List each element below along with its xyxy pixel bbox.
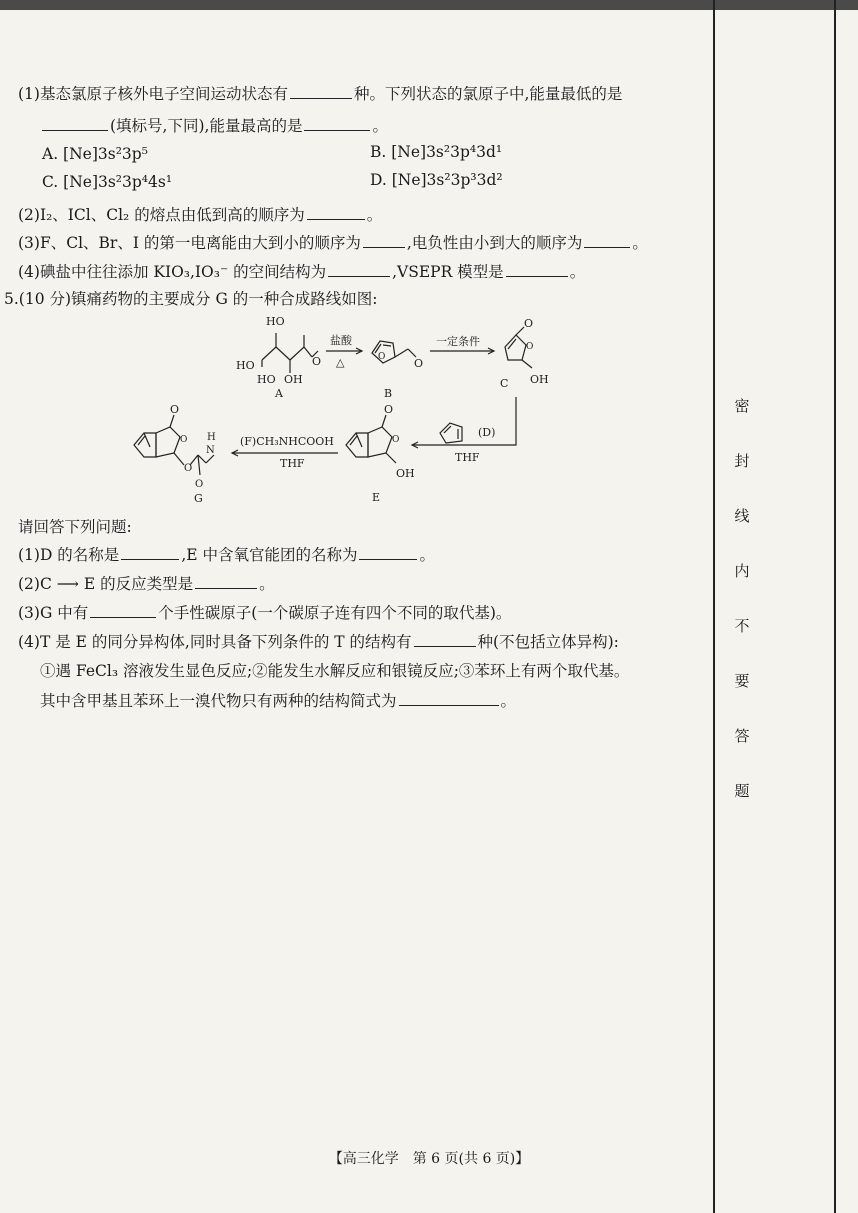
seal-line-left <box>713 0 715 1213</box>
q14-p4-text-a: (4)碘盐中往往添加 KIO₃,IO₃⁻ 的空间结构为 <box>18 263 327 281</box>
seal-char: 答 <box>734 727 750 745</box>
option-d: D. [Ne]3s²3p³3d² <box>370 171 503 189</box>
reaction-arrow-1 <box>326 333 362 369</box>
atom-label: O <box>524 317 534 330</box>
seal-notice <box>730 395 754 835</box>
q14-p2-text: (2)I₂、ICl、Cl₂ 的熔点由低到高的顺序为 <box>18 206 305 224</box>
q15-part3 <box>18 601 511 623</box>
answer-blank[interactable] <box>414 632 476 647</box>
atom-label: O <box>170 403 180 416</box>
compound-label-g: G <box>194 492 203 505</box>
q14-part2 <box>18 203 382 225</box>
q14-part1-line2 <box>40 114 388 136</box>
seal-char: 线 <box>734 507 750 525</box>
q14-p4-text-b: ,VSEPR 模型是 <box>392 263 504 281</box>
period: 。 <box>632 234 648 252</box>
atom-label: O <box>195 479 204 490</box>
q15-p4-text-b: 种(不包括立体异构): <box>477 633 619 651</box>
atom-label: N <box>206 445 215 456</box>
seal-char: 不 <box>734 617 750 635</box>
atom-label: HO <box>266 315 285 328</box>
period: 。 <box>500 692 517 710</box>
seal-char: 封 <box>734 452 750 470</box>
answer-blank[interactable] <box>195 574 257 589</box>
molecule-e <box>346 403 415 504</box>
period: 。 <box>259 575 275 593</box>
atom-label: O <box>312 355 322 368</box>
atom-label: O <box>392 435 400 445</box>
molecule-b <box>372 341 423 400</box>
atom-label: O <box>184 463 193 474</box>
q14-p3-text-a: (3)F、Cl、Br、I 的第一电离能由大到小的顺序为 <box>18 234 361 252</box>
answer-blank[interactable] <box>399 691 499 706</box>
q15-p3-text-b: 个手性碳原子(一个碳原子连有四个不同的取代基)。 <box>158 604 512 622</box>
atom-label: OH <box>530 373 549 386</box>
answer-blank[interactable] <box>307 205 365 220</box>
atom-label: HO <box>236 359 255 372</box>
q15-p1-text-a: (1)D 的名称是 <box>18 546 120 564</box>
q15-p3-text-a: (3)G 中有 <box>18 604 89 622</box>
page-footer: 【高三化学 第 6 页(共 6 页)】 <box>328 1151 530 1167</box>
answer-blank[interactable] <box>584 233 630 248</box>
q15-p4-text-a: (4)T 是 E 的同分异构体,同时具备下列条件的 T 的结构有 <box>18 633 412 651</box>
seal-char: 题 <box>734 782 750 800</box>
period: 。 <box>419 546 435 564</box>
q14-p1-text-a: (1)基态氯原子核外电子空间运动状态有 <box>18 85 288 103</box>
seal-char: 要 <box>734 672 750 690</box>
atom-label: OH <box>396 467 415 480</box>
atom-label: O <box>414 357 424 370</box>
molecule-c <box>500 317 549 390</box>
atom-label: OH <box>284 373 303 386</box>
option-a: A. [Ne]3s²3p⁵ <box>42 145 148 163</box>
reagent-f-label: (F)CH₃NHCOOH <box>240 435 334 448</box>
answer-blank[interactable] <box>42 116 108 131</box>
q14-p1-text-d: 。 <box>372 117 388 135</box>
solvent-label: THF <box>280 457 305 470</box>
q15-p2-text: (2)C ⟶ E 的反应类型是 <box>18 575 194 593</box>
answer-blank[interactable] <box>359 545 417 560</box>
arrow1-condition: △ <box>336 356 345 369</box>
compound-label-a: A <box>275 387 283 400</box>
atom-label: O <box>384 403 394 416</box>
q14-part3 <box>18 231 648 253</box>
q15-p4-text-d: 其中含甲基且苯环上一溴代物只有两种的结构简式为 <box>40 692 397 710</box>
answer-blank[interactable] <box>506 262 568 277</box>
molecule-g <box>134 403 216 505</box>
answer-blank[interactable] <box>363 233 405 248</box>
seal-line-right <box>834 0 836 1213</box>
compound-label-e: E <box>372 491 381 504</box>
atom-label: H <box>207 432 216 443</box>
molecule-a <box>236 315 321 400</box>
atom-label: O <box>378 352 386 362</box>
q15-part1 <box>18 543 435 565</box>
atom-label: O <box>180 435 188 445</box>
answer-blank[interactable] <box>328 262 390 277</box>
solvent-label: THF <box>455 451 480 464</box>
period: 。 <box>366 206 383 224</box>
compound-label-c: C <box>500 377 509 390</box>
q15-intro: 请回答下列问题: <box>18 518 132 536</box>
reaction-arrow-2 <box>430 334 494 354</box>
q14-p1-text-b: 种。下列状态的氯原子中,能量最低的是 <box>353 85 623 103</box>
option-b: B. [Ne]3s²3p⁴3d¹ <box>370 143 503 161</box>
q15-header: 5.(10 分)镇痛药物的主要成分 G 的一种合成路线如图: <box>4 290 378 308</box>
reaction-arrow-3 <box>412 397 516 464</box>
arrow2-condition: 一定条件 <box>436 335 480 348</box>
atom-label: O <box>526 342 534 352</box>
q15-part4-line2: ①遇 FeCl₃ 溶液发生显色反应;②能发生水解反应和银镜反应;③苯环上有两个取代基。 <box>40 662 630 680</box>
q15-part4-line1 <box>18 630 619 652</box>
reaction-arrow-4 <box>232 435 338 470</box>
answer-blank[interactable] <box>90 603 156 618</box>
seal-char: 内 <box>734 562 750 580</box>
arrow1-reagent: 盐酸 <box>330 334 352 347</box>
q14-part1-line1 <box>18 82 622 104</box>
atom-label: HO <box>257 373 276 386</box>
q15-p1-text-b: ,E 中含氧官能团的名称为 <box>181 546 358 564</box>
q14-part4 <box>18 260 585 282</box>
q15-part4-line3 <box>40 689 516 711</box>
q15-part2 <box>18 572 275 594</box>
seal-char: 密 <box>734 397 750 415</box>
answer-blank[interactable] <box>121 545 179 560</box>
period: 。 <box>569 263 586 281</box>
option-c: C. [Ne]3s²3p⁴4s¹ <box>42 173 173 191</box>
reagent-d-label: (D) <box>478 426 496 439</box>
answer-blank[interactable] <box>290 84 352 99</box>
q14-p1-text-c: (填标号,下同),能量最高的是 <box>110 117 303 135</box>
compound-label-b: B <box>384 387 393 400</box>
answer-blank[interactable] <box>304 116 370 131</box>
q14-p3-text-b: ,电负性由小到大的顺序为 <box>406 234 583 252</box>
